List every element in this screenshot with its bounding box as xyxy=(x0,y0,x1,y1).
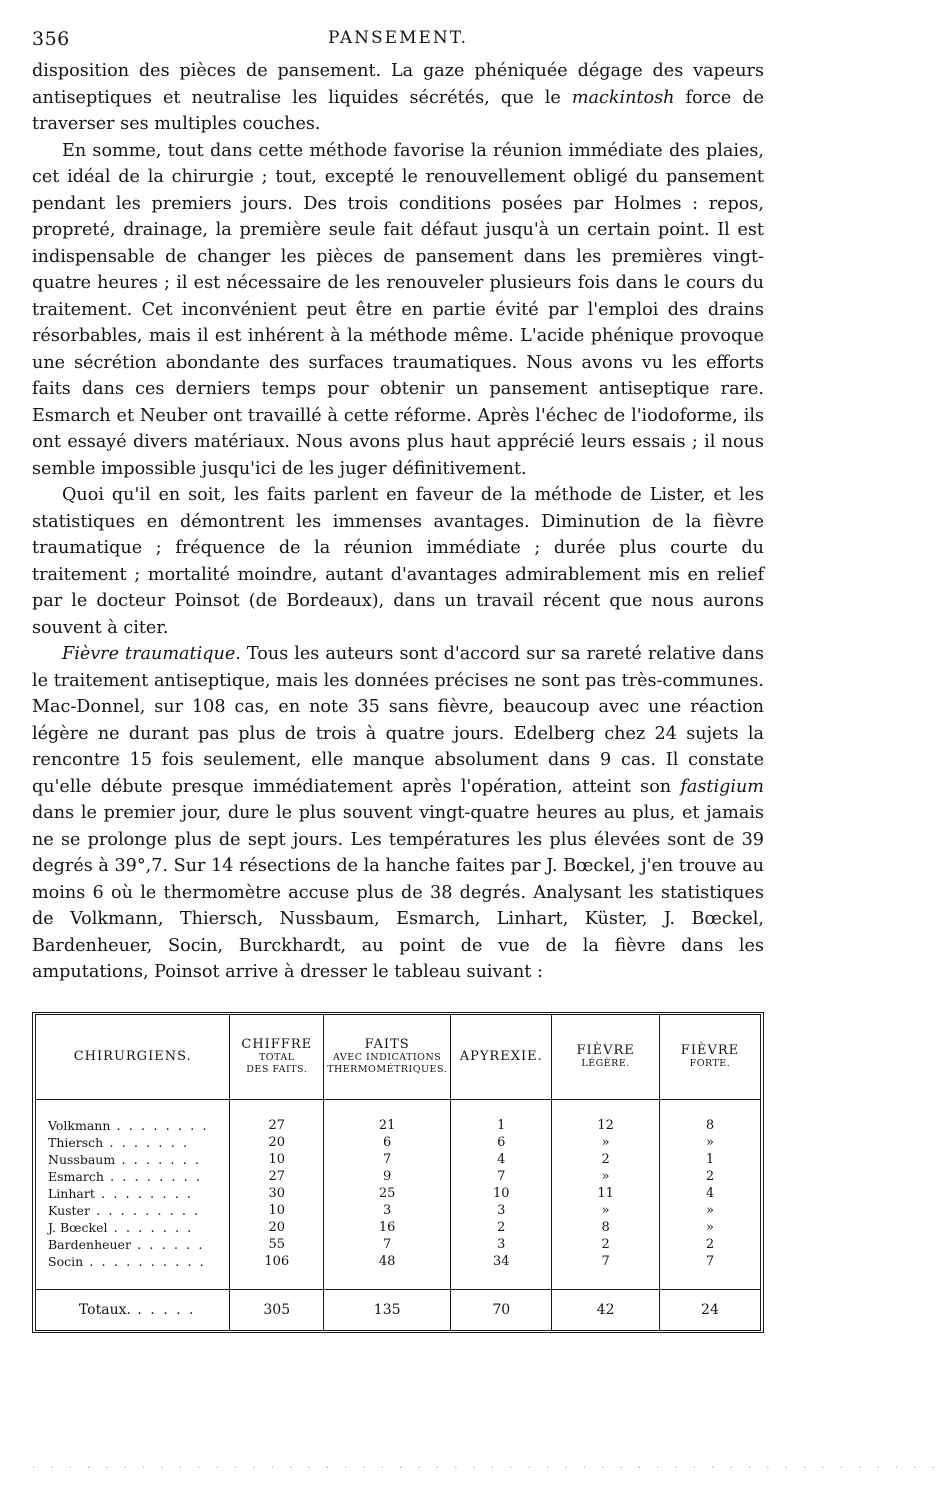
table-row: Bardenheuer . . . . . . 55 7 3 2 2 xyxy=(36,1237,760,1254)
table-row: Volkmann . . . . . . . . 27 21 1 12 8 xyxy=(36,1118,760,1135)
page-edge-artifact: . . . . . . . . . . . . . . . . . . . . . . . . . . . . . . . . . . . . . . . . . . . . . . . . . . xyxy=(32,1460,941,1471)
table-header-row xyxy=(36,1015,760,1100)
paragraph-4: Fièvre traumatique. Tous les auteurs sont d'accord sur sa rareté relative dans le traitement antiseptique, mais les données précises ne sont pas très-communes. Mac-Donnel, sur 108 cas, en note 35 sans fièvre, beaucoup avec une réaction légère ne durant pas plus de trois à quatre jours. Edelberg chez 24 sujets la rencontre 15 fois seulement, elle manque absolument dans 9 cas. Il constate qu'elle débute presque immédiatement après l'opération, atteint son fastigium dans le premier jour, dure le plus souvent vingt-quatre heures au plus, et jamais ne se prolonge plus de sept jours. Les températures les plus élevées sont de 39 degrés à 39°,7. Sur 14 résections de la hanche faites par J. Bœckel, j'en trouve au moins 6 où le thermomètre accuse plus de 38 degrés. Analysant les statistiques de Volkmann, Thiersch, Nussbaum, Esmarch, Linhart, Küster, J. Bœckel, Bardenheuer, Socin, Burckhardt, au point de vue de la fièvre dans les amputations, Poinsot arrive à dresser le tableau suivant : xyxy=(32,644,765,982)
paragraph-2: En somme, tout dans cette méthode favorise la réunion immédiate des plaies, cet idéal de la chirurgie ; tout, excepté le renouvellement obligé du pansement pendant les premiers jours. Des trois conditions posées par Holmes : repos, propreté, drainage, la première seule fait défaut jusqu'à un certain point. Il est indispensable de changer les pièces de pansement dans les premières vingt-quatre heures ; il est nécessaire de les renouveler plusieurs fois dans le cours du traitement. Cet inconvénient peut être en partie évité par l'emploi des drains résorbables, mais il est inhérent à la méthode même. L'acide phénique provoque une sécrétion abondante des surfaces traumatiques. Nous avons vu les efforts faits dans ces derniers temps pour obtenir un pansement antiseptique rare. Esmarch et Neuber ont travaillé à cette réforme. Après l'échec de l'iodoforme, ils ont essayé divers matériaux. Nous avons plus haut apprécié leurs essais ; il nous semble impossible jusqu'ici de les juger définitivement. xyxy=(32,140,764,479)
header-apyrexia: APYREXIE. xyxy=(451,1015,552,1100)
table-row: Linhart . . . . . . . . 30 25 10 11 4 xyxy=(36,1186,760,1203)
table-totals-row: Totaux. . . . . . 305 135 70 42 24 xyxy=(36,1289,760,1330)
table-row: Thiersch . . . . . . . 20 6 6 » » xyxy=(36,1135,760,1152)
header-total: CHIFFRE TOTAL DES FAITS. xyxy=(230,1015,324,1100)
table-row: Esmarch . . . . . . . . 27 9 7 » 2 xyxy=(36,1169,760,1186)
totals-label: Totaux. xyxy=(78,1301,131,1318)
emphasis-fastigium: fastigium xyxy=(680,776,764,797)
page xyxy=(32,28,764,1333)
header-light-fever: FIÈVRE LÉGÈRE. xyxy=(552,1015,660,1100)
running-title: PANSEMENT. xyxy=(327,28,469,48)
section-heading-fievre: Fièvre traumatique. xyxy=(62,644,241,664)
body-text xyxy=(32,58,764,986)
header-strong-fever: FIÈVRE FORTE. xyxy=(659,1015,760,1100)
page-number: 356 xyxy=(32,28,70,50)
table-row: Nussbaum . . . . . . . 10 7 4 2 1 xyxy=(36,1152,760,1169)
page-header xyxy=(32,28,764,58)
header-facts: FAITS AVEC INDICATIONS THERMOMÉTRIQUES. xyxy=(324,1015,451,1100)
table-row: J. Bœckel . . . . . . . 20 16 2 8 » xyxy=(36,1220,760,1237)
header-surgeons: CHIRURGIENS. xyxy=(36,1015,230,1100)
table-row: Socin . . . . . . . . . . 106 48 34 7 7 xyxy=(36,1254,760,1290)
fever-statistics-table xyxy=(32,1012,764,1333)
paragraph-1: disposition des pièces de pansement. La gaze phéniquée dégage des vapeurs antiseptiques et neutralise les liquides sécrétés, que le mackintosh force de traverser ses multiples couches. xyxy=(32,61,764,134)
emphasis-mackintosh: mackintosh xyxy=(571,87,675,108)
paragraph-3: Quoi qu'il en soit, les faits parlent en faveur de la méthode de Lister, et les statistiques en démontrent les immenses avantages. Diminution de la fièvre traumatique ; fréquence de la réunion immédiate ; durée plus courte du traitement ; mortalité moindre, autant d'avantages admirablement mis en relief par le docteur Poinsot (de Bordeaux), dans un travail récent que nous aurons souvent à citer. xyxy=(32,485,764,638)
table-row: Kuster . . . . . . . . . 10 3 3 » » xyxy=(36,1203,760,1220)
